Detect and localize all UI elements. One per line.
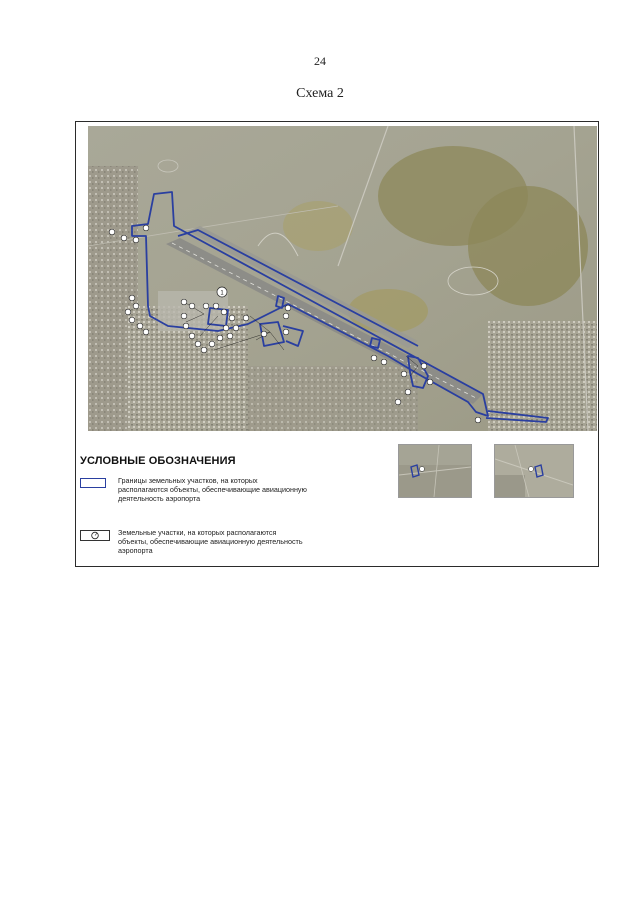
- scheme-title: Схема 2: [296, 86, 344, 101]
- scheme-frame: [75, 121, 599, 567]
- page-number: 24: [314, 54, 326, 68]
- legend-item-text: Границы земельных участков, на которых располагаются объекты, обеспечивающие авиационную деятельность аэропорта: [118, 476, 307, 504]
- legend-item-boundary: [80, 476, 308, 504]
- aerial-map: [88, 126, 597, 431]
- boundary-line-icon: [80, 478, 106, 488]
- parcel-marker-1: [217, 287, 227, 297]
- inset-map-1: [398, 444, 472, 498]
- inset-map-2: [494, 444, 574, 498]
- legend-title: УСЛОВНЫЕ ОБОЗНАЧЕНИЯ: [80, 455, 236, 467]
- svg-text:1: 1: [220, 290, 224, 297]
- legend-item-parcel: [80, 528, 308, 556]
- legend-item-text: Земельные участки, на которых располагаются объекты, обеспечивающие авиационную деятельность аэропорта: [118, 528, 303, 556]
- parcel-number-marker-icon: [80, 530, 110, 541]
- aerial-map-image: [88, 126, 597, 431]
